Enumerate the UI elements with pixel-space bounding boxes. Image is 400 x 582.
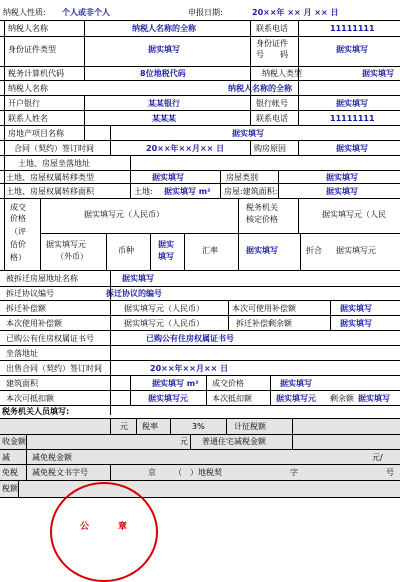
usable-compensation-label: 本次可使用补偿额 [232,304,296,313]
project-value: 据实填写 [232,129,264,138]
transfer-type-label: 土地、房屋权属转移类型 [6,173,94,182]
relocated-address-label: 被拆迁房屋地址名称 [6,274,78,283]
tax-rate-value: 3% [192,422,205,431]
currency-value-line2: 填写 [158,252,174,261]
id-type-label: 身份证件类型 [8,45,56,54]
exempt-label: 免税 [2,468,18,477]
declare-date-label: 申报日期: [188,8,223,17]
land-label: 土地: [134,187,153,196]
declare-date-value: 20××年 ×× 月 ×× 日 [252,8,339,17]
building-area-value: 据实填写 [326,187,358,196]
tax-section-heading: 税务机关人员填写: [2,407,70,416]
contact-label: 联系人姓名 [8,114,48,123]
stamp-char-2: 章 [118,522,128,532]
purchase-reason-value: 据实填写 [336,144,368,153]
tax-org-price-label: 税务机关 [246,203,278,212]
tax-code-value: 8位地税代码 [140,69,186,78]
taxpayer-name-label-2: 纳税人名称 [8,84,48,93]
compensation-value: 据实填写元（人民币） [124,304,204,313]
price-label-line3: （评 [10,227,26,236]
usable-compensation-value: 据实填写 [340,304,372,313]
project-label: 房地产项目名称 [8,129,64,138]
transfer-type-value: 据实填写 [152,173,184,182]
reduce-amount-label: 减免税金额 [32,453,72,462]
tax-amount-label-2: 税额 [2,484,18,493]
tax-org-price-value: 据实填写元（人民 [322,210,386,219]
sale-contract-date-label: 出售合同（契约）签订时间 [6,364,102,373]
public-housing-cert-value: 已购公有住房权属证书号 [146,334,234,343]
deductible-label: 本次可抵扣额 [6,394,54,403]
house-type-value: 据实填写 [326,173,358,182]
taxpayer-nature-value: 个人或非个人 [62,8,110,17]
deal-price-value: 据实填写 [280,379,312,388]
used-compensation-label: 本次使用补偿额 [6,319,62,328]
public-housing-cert-label: 已购公有住房权属证书号 [6,334,94,343]
id-number-value: 据实填写 [336,45,368,54]
compensation-label: 拆迁补偿额 [6,304,46,313]
transfer-area-label: 土地、房屋权属转移面积 [6,187,94,196]
stamp-char-1: 公 [80,522,90,532]
remaining-compensation-label: 拆迁补偿剩余额 [236,319,292,328]
yuan-unit-2: 元 [180,437,188,446]
zi-label: 字 [290,468,298,477]
taxpayer-nature-label: 纳税人性质: [3,8,46,17]
rate-value: 据实填写 [246,246,278,255]
used-compensation-value: 据实填写元（人民币） [124,319,204,328]
phone-value-2: 11111111 [330,114,375,123]
land-value: 据实填写 m² [164,187,211,196]
sale-contract-date-value: 20××年××月×× 日 [150,364,229,373]
account-value: 据实填写 [336,99,368,108]
exempt-doc-label: 减免税文书字号 [32,468,88,477]
agreement-no-label: 拆迁协议编号 [6,289,54,298]
bank-label: 开户银行 [8,99,40,108]
phone-label-2: 联系电话 [256,114,288,123]
remaining-label: 剩余额 [330,394,354,403]
tax-amount-label: 收金额 [2,437,26,446]
taxpayer-type-value: 据实填写 [362,69,394,78]
phone-label: 联系电话 [256,24,288,33]
price-label-line2: 价格 [10,214,26,223]
official-seal-stamp [50,482,158,582]
jing-label: 京 [148,468,156,477]
taxpayer-name-label: 纳税人名称 [8,24,48,33]
currency-value: 据实 [158,240,174,249]
yuan-unit-1: 元 [120,422,128,431]
contract-date-label: 合同（契约）签订时间 [14,144,94,153]
location-label: 土地、房屋坐落地址 [18,159,90,168]
price-rmb-value: 据实填写元（人民币） [84,210,164,219]
price-label-line5: 格） [10,253,26,262]
bank-value: 某某银行 [148,99,180,108]
currency-label: 币种 [118,246,134,255]
remaining-compensation-value: 据实填写 [340,319,372,328]
built-area-label: 建筑面积 [6,379,38,388]
tax-code-label: 税务计算机代码 [8,69,64,78]
agreement-no-value: 拆迁协议的编号 [106,289,162,298]
taxpayer-name-value-2: 纳税人名称的全称 [228,84,292,93]
fx-value: 据实填写元 [46,240,86,249]
ordinary-housing-label: 普通住宅减税金额 [202,437,266,446]
purchase-reason-label: 购房原因 [254,144,286,153]
deducted-label: 本次抵扣额 [212,394,252,403]
discount-label: 折合 [306,246,322,255]
id-number-label-line2: 号 码 [256,50,288,59]
tax-org-price-label-line2: 核定价格 [246,215,278,224]
rate-label: 汇率 [202,246,218,255]
contract-date-value: 20××年××月×× 日 [146,144,225,153]
fx-unit: （外币） [56,252,88,261]
taxable-amount-label: 计征税额 [234,422,266,431]
id-number-label: 身份证件 [256,39,288,48]
address-label: 坐落地址 [6,349,38,358]
tax-rate-label: 税率 [142,422,158,431]
taxpayer-type-label: 纳税人类型 [262,69,302,78]
reduce-label: 减 [2,453,10,462]
deductible-value: 据实填写元 [148,394,188,403]
contact-value: 某某某 [152,114,176,123]
relocated-address-value: 据实填写 [122,274,154,283]
deducted-value: 据实填写元 [276,394,316,403]
hao-label: 号 [386,468,394,477]
phone-value: 11111111 [330,24,375,33]
id-type-value: 据实填写 [148,45,180,54]
account-label: 银行帐号 [256,99,288,108]
remaining-value: 据实填写 [358,394,390,403]
price-label-line4: 估价 [10,240,26,249]
taxpayer-name-value: 纳税人名称的全称 [132,24,196,33]
house-type-label: 房屋类别 [226,173,258,182]
land-tax-label: （ ）地税契 [174,468,222,477]
deal-price-label: 成交价格 [212,379,244,388]
discount-value: 据实填写元 [336,246,376,255]
price-label-line1: 成交 [10,203,26,212]
built-area-value: 据实填写 m² [152,379,199,388]
yuan-unit-3: 元/ [372,453,383,462]
building-area-label: 房屋:建筑面积: [224,187,278,196]
